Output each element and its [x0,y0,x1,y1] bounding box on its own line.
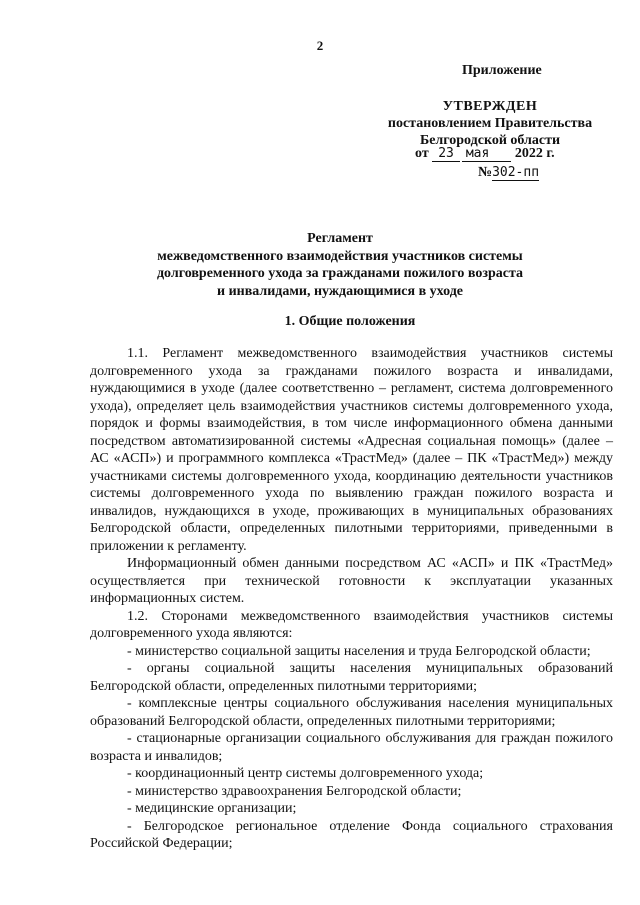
approval-line-2: Белгородской области [419,133,561,148]
section-heading: 1. Общие положения [284,314,416,329]
approval-block [380,98,600,149]
title-line-2: межведомственного взаимодействия участников системы [157,248,523,264]
paragraph: 1.1. Регламент межведомственного взаимодействия участников системы долговременного ухода за гражданами пожилого возраста и инвалидами, нуждающимися в уходе (далее соответственно – регламент, система долговременного ухода), определяет цель взаимодействия участников системы долговременного ухода, порядок и формы взаимодействия, в том числе информационного обмена данными посредством автоматизированной системы «Адресная социальная помощь» (далее – АС «АСП») и программного комплекса «ТрастМед» (далее – ПК «ТрастМед») между участниками системы долговременного ухода, координацию деятельности участников системы долговременного ухода по выявлению граждан пожилого возраста и инвалидов, нуждающихся в уходе, проживающих в муниципальных образованиях Белгородской области, определенных пилотными территориями, приведенными в приложении к регламенту. [90,346,613,554]
page-number: 2 [316,38,324,53]
list-item: - органы социальной защиты населения муниципальных образований Белгородской области, определенных пилотными территориями; [90,661,613,694]
paragraph: 1.2. Сторонами межведомственного взаимодействия участников системы долговременного ухода являются: [90,608,613,641]
list-item: - медицинские организации; [127,801,297,816]
paragraph: Информационный обмен данными посредством АС «АСП» и ПК «ТрастМед» осуществляется при технической готовности к эксплуатации указанных информационных систем. [90,556,613,606]
list-item: - комплексные центры социального обслуживания населения муниципальных образований Белгородской области, определенных пилотными территориями; [90,696,613,729]
list-item: - Белгородское региональное отделение Фонда социального страхования Российской Федерации; [90,818,613,851]
document-body [90,345,613,853]
date-prefix: от [415,146,429,161]
number-prefix: № [478,165,493,180]
appendix-label: Приложение [462,63,542,78]
approved-label: УТВЕРЖДЕН [442,99,538,114]
number-value: 302-пп [492,165,540,180]
list-item: - министерство здравоохранения Белгородской области; [127,783,462,799]
list-item: - координационный центр системы долговременного ухода; [127,766,484,781]
approval-date [415,146,555,162]
document-title [90,230,590,300]
title-line-4: и инвалидами, нуждающимися в уходе [217,283,463,299]
title-line-1: Регламент [307,231,373,246]
approval-line-1: постановлением Правительства [387,116,593,131]
list-item: - стационарные организации социального обслуживания для граждан пожилого возраста и инвалидов; [90,731,613,764]
date-month: мая [462,146,511,162]
date-day: 23 [432,146,460,162]
list-item: - министерство социальной защиты населения и труда Белгородской области; [127,643,591,659]
date-year: 2022 г. [514,146,555,161]
approval-number [478,165,539,181]
title-line-3: долговременного ухода за гражданами пожилого возраста [156,266,524,281]
